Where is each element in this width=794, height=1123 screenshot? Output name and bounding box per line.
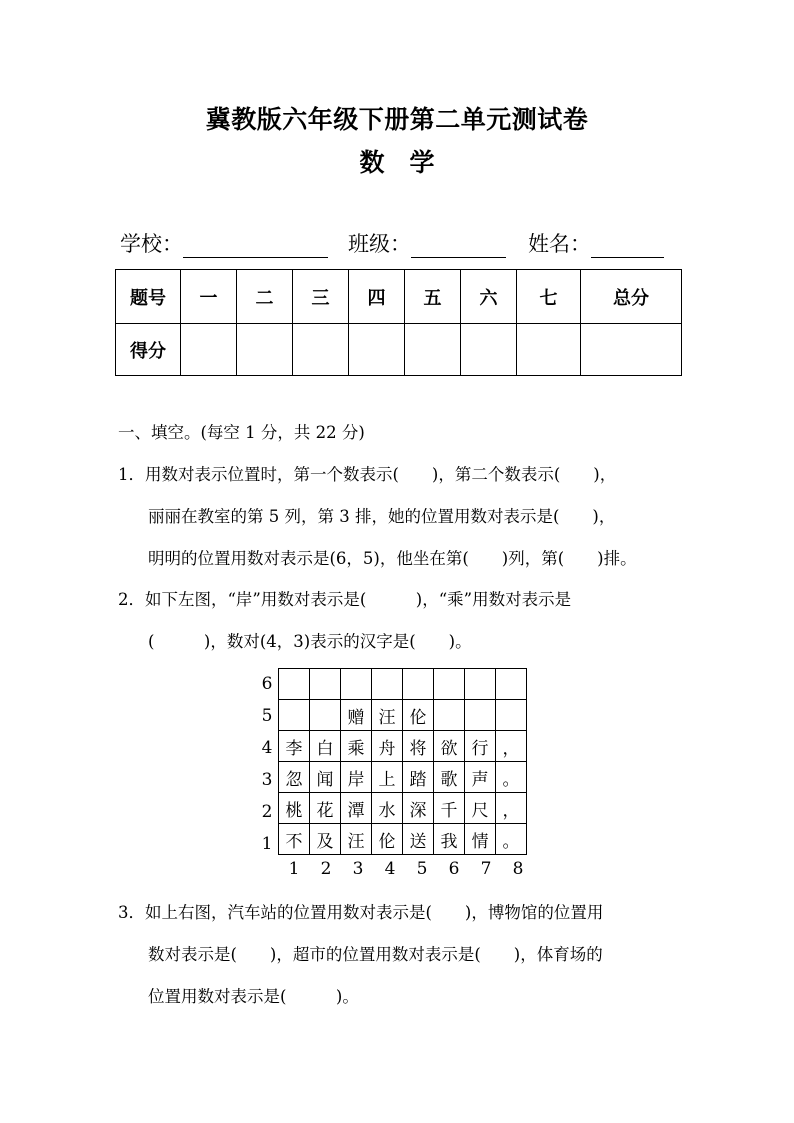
grid-cell: ， bbox=[496, 793, 527, 824]
grid-cell: 千 bbox=[434, 793, 465, 824]
score-cell[interactable] bbox=[293, 324, 349, 376]
subject-title: 数 学 bbox=[359, 148, 435, 177]
grid-cell: 我 bbox=[434, 824, 465, 855]
grid-cell bbox=[279, 669, 310, 700]
question-1-line-3: 明明的位置用数对表示是(6，5)，他坐在第( )列，第( )排。 bbox=[148, 549, 637, 568]
grid-cell: 情 bbox=[465, 824, 496, 855]
grid-cell: 潭 bbox=[341, 793, 372, 824]
score-header-cell: 六 bbox=[461, 270, 517, 324]
character-grid-figure bbox=[256, 668, 546, 880]
grid-cell bbox=[372, 669, 403, 700]
column-label: 4 bbox=[384, 859, 396, 879]
score-table bbox=[115, 269, 682, 376]
grid-cell bbox=[465, 700, 496, 731]
grid-cell: 汪 bbox=[341, 824, 372, 855]
grid-cell bbox=[341, 669, 372, 700]
score-cell[interactable] bbox=[461, 324, 517, 376]
row-label: 4 bbox=[261, 738, 273, 758]
score-header-cell: 四 bbox=[349, 270, 405, 324]
column-label: 2 bbox=[320, 859, 332, 879]
column-label: 1 bbox=[288, 859, 300, 879]
row-label: 5 bbox=[261, 706, 273, 726]
grid-row bbox=[279, 762, 527, 793]
name-label: 姓名： bbox=[528, 232, 591, 256]
row-label: 3 bbox=[261, 770, 273, 790]
grid-cell: ， bbox=[496, 731, 527, 762]
row-label: 1 bbox=[261, 834, 273, 854]
grid-cell: 送 bbox=[403, 824, 434, 855]
score-cell[interactable] bbox=[237, 324, 293, 376]
grid-cell bbox=[310, 700, 341, 731]
grid-cell bbox=[434, 669, 465, 700]
class-blank[interactable] bbox=[411, 235, 506, 258]
column-label: 3 bbox=[352, 859, 364, 879]
grid-cell: 及 bbox=[310, 824, 341, 855]
score-header-cell: 三 bbox=[293, 270, 349, 324]
score-header-cell: 五 bbox=[405, 270, 461, 324]
grid-cell: 声 bbox=[465, 762, 496, 793]
grid-cell: 行 bbox=[465, 731, 496, 762]
school-field bbox=[120, 228, 328, 258]
grid-cell: 汪 bbox=[372, 700, 403, 731]
grid-cell bbox=[279, 700, 310, 731]
section-heading: 一、填空。(每空 1 分，共 22 分) bbox=[118, 423, 365, 442]
score-cell[interactable] bbox=[181, 324, 237, 376]
grid-cell: 闻 bbox=[310, 762, 341, 793]
grid-cell: 欲 bbox=[434, 731, 465, 762]
question-3-line-1: 3．如上右图，汽车站的位置用数对表示是( )，博物馆的位置用 bbox=[118, 903, 604, 922]
grid-cell: 白 bbox=[310, 731, 341, 762]
grid-cell: 桃 bbox=[279, 793, 310, 824]
score-row-label: 得分 bbox=[116, 324, 181, 376]
grid-cell: 舟 bbox=[372, 731, 403, 762]
grid-cell: 岸 bbox=[341, 762, 372, 793]
grid-cell: 歌 bbox=[434, 762, 465, 793]
grid-row bbox=[279, 731, 527, 762]
class-label: 班级： bbox=[348, 232, 411, 256]
score-cell[interactable] bbox=[349, 324, 405, 376]
grid-cell: 李 bbox=[279, 731, 310, 762]
score-header-row bbox=[116, 270, 682, 324]
grid-cell bbox=[403, 669, 434, 700]
name-blank[interactable] bbox=[591, 235, 664, 258]
score-cell[interactable] bbox=[405, 324, 461, 376]
class-field bbox=[348, 228, 506, 258]
grid-cell: 。 bbox=[496, 762, 527, 793]
grid-row bbox=[279, 793, 527, 824]
school-blank[interactable] bbox=[183, 235, 328, 258]
column-label: 5 bbox=[416, 859, 428, 879]
row-label: 2 bbox=[261, 802, 273, 822]
grid-cell bbox=[310, 669, 341, 700]
column-label: 8 bbox=[512, 859, 524, 879]
character-grid bbox=[278, 668, 527, 855]
question-2-line-1: 2．如下左图，“岸”用数对表示是( )，“乘”用数对表示是 bbox=[118, 590, 572, 609]
grid-cell bbox=[465, 669, 496, 700]
grid-cell: 乘 bbox=[341, 731, 372, 762]
grid-row bbox=[279, 700, 527, 731]
question-3-line-2: 数对表示是( )，超市的位置用数对表示是( )，体育场的 bbox=[148, 945, 603, 964]
grid-cell: 踏 bbox=[403, 762, 434, 793]
column-label: 7 bbox=[480, 859, 492, 879]
score-value-row bbox=[116, 324, 682, 376]
grid-cell: 上 bbox=[372, 762, 403, 793]
grid-cell: 深 bbox=[403, 793, 434, 824]
score-cell[interactable] bbox=[517, 324, 581, 376]
row-label: 6 bbox=[261, 674, 273, 694]
question-3-line-3: 位置用数对表示是( )。 bbox=[148, 987, 359, 1006]
grid-cell: 尺 bbox=[465, 793, 496, 824]
score-cell[interactable] bbox=[581, 324, 682, 376]
score-header-cell: 题号 bbox=[116, 270, 181, 324]
grid-cell: 水 bbox=[372, 793, 403, 824]
score-header-cell: 一 bbox=[181, 270, 237, 324]
grid-cell: 忽 bbox=[279, 762, 310, 793]
grid-cell bbox=[434, 700, 465, 731]
score-header-cell: 总分 bbox=[581, 270, 682, 324]
grid-cell: 花 bbox=[310, 793, 341, 824]
grid-cell: 伦 bbox=[403, 700, 434, 731]
question-1-line-2: 丽丽在教室的第 5 列，第 3 排，她的位置用数对表示是( )， bbox=[148, 507, 616, 526]
grid-cell bbox=[496, 700, 527, 731]
grid-row bbox=[279, 669, 527, 700]
page-title: 冀教版六年级下册第二单元测试卷 bbox=[205, 105, 589, 134]
question-2-line-2: ( )，数对(4，3)表示的汉字是( )。 bbox=[148, 632, 472, 651]
score-header-cell: 七 bbox=[517, 270, 581, 324]
question-1-line-1: 1．用数对表示位置时，第一个数表示( )，第二个数表示( )， bbox=[118, 465, 617, 484]
grid-cell: 将 bbox=[403, 731, 434, 762]
grid-cell: 不 bbox=[279, 824, 310, 855]
grid-cell: 伦 bbox=[372, 824, 403, 855]
school-label: 学校： bbox=[120, 232, 183, 256]
grid-cell: 赠 bbox=[341, 700, 372, 731]
grid-cell: 。 bbox=[496, 824, 527, 855]
column-label: 6 bbox=[448, 859, 460, 879]
grid-cell bbox=[496, 669, 527, 700]
name-field bbox=[528, 228, 664, 258]
score-header-cell: 二 bbox=[237, 270, 293, 324]
grid-row bbox=[279, 824, 527, 855]
